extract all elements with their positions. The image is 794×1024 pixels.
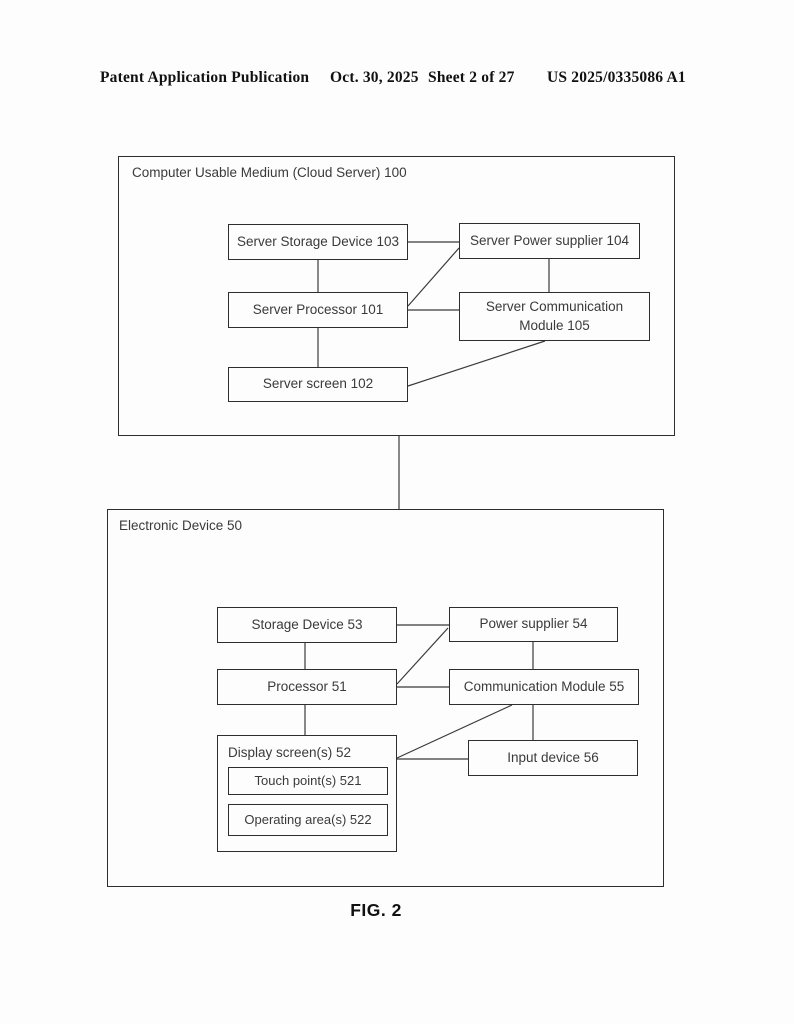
server-storage-device-box — [228, 224, 408, 260]
device-processor-label: Processor 51 — [267, 678, 347, 694]
device-diagram-title: Electronic Device 50 — [119, 518, 243, 533]
header-publication-label: Patent Application Publication — [100, 69, 310, 86]
device-communication-module-label: Communication Module 55 — [463, 678, 625, 694]
device-storage-label: Storage Device 53 — [251, 616, 363, 632]
display-screen-label: Display screen(s) 52 — [228, 745, 352, 760]
server-diagram-title: Computer Usable Medium (Cloud Server) 100 — [132, 165, 407, 180]
server-screen-box — [228, 367, 408, 402]
header-patent-number: US 2025/0335086 A1 — [547, 69, 686, 86]
device-processor-box — [217, 669, 397, 705]
operating-area-label: Operating area(s) 522 — [244, 812, 372, 828]
device-power-supplier-box — [449, 607, 618, 642]
server-power-supplier-box — [459, 223, 640, 259]
device-communication-module-box — [449, 669, 639, 705]
server-storage-device-label: Server Storage Device 103 — [236, 233, 400, 249]
display-screen-box — [217, 735, 397, 852]
server-communication-module-box — [459, 292, 650, 341]
input-device-box — [468, 740, 638, 776]
input-device-label: Input device 56 — [507, 749, 599, 765]
server-power-supplier-label: Server Power supplier 104 — [469, 232, 630, 248]
figure-caption: FIG. 2 — [350, 900, 402, 920]
header-sheet-number: Sheet 2 of 27 — [428, 69, 515, 86]
server-processor-box — [228, 292, 408, 328]
server-communication-module-label: Server Communication Module 105 — [485, 299, 624, 333]
touch-point-box — [228, 767, 388, 795]
operating-area-box — [228, 804, 388, 836]
server-screen-label: Server screen 102 — [262, 376, 374, 392]
device-storage-box — [217, 607, 397, 643]
header-date: Oct. 30, 2025 — [330, 69, 419, 86]
device-power-supplier-label: Power supplier 54 — [479, 616, 588, 632]
server-processor-label: Server Processor 101 — [252, 301, 384, 317]
touch-point-label: Touch point(s) 521 — [254, 773, 362, 789]
